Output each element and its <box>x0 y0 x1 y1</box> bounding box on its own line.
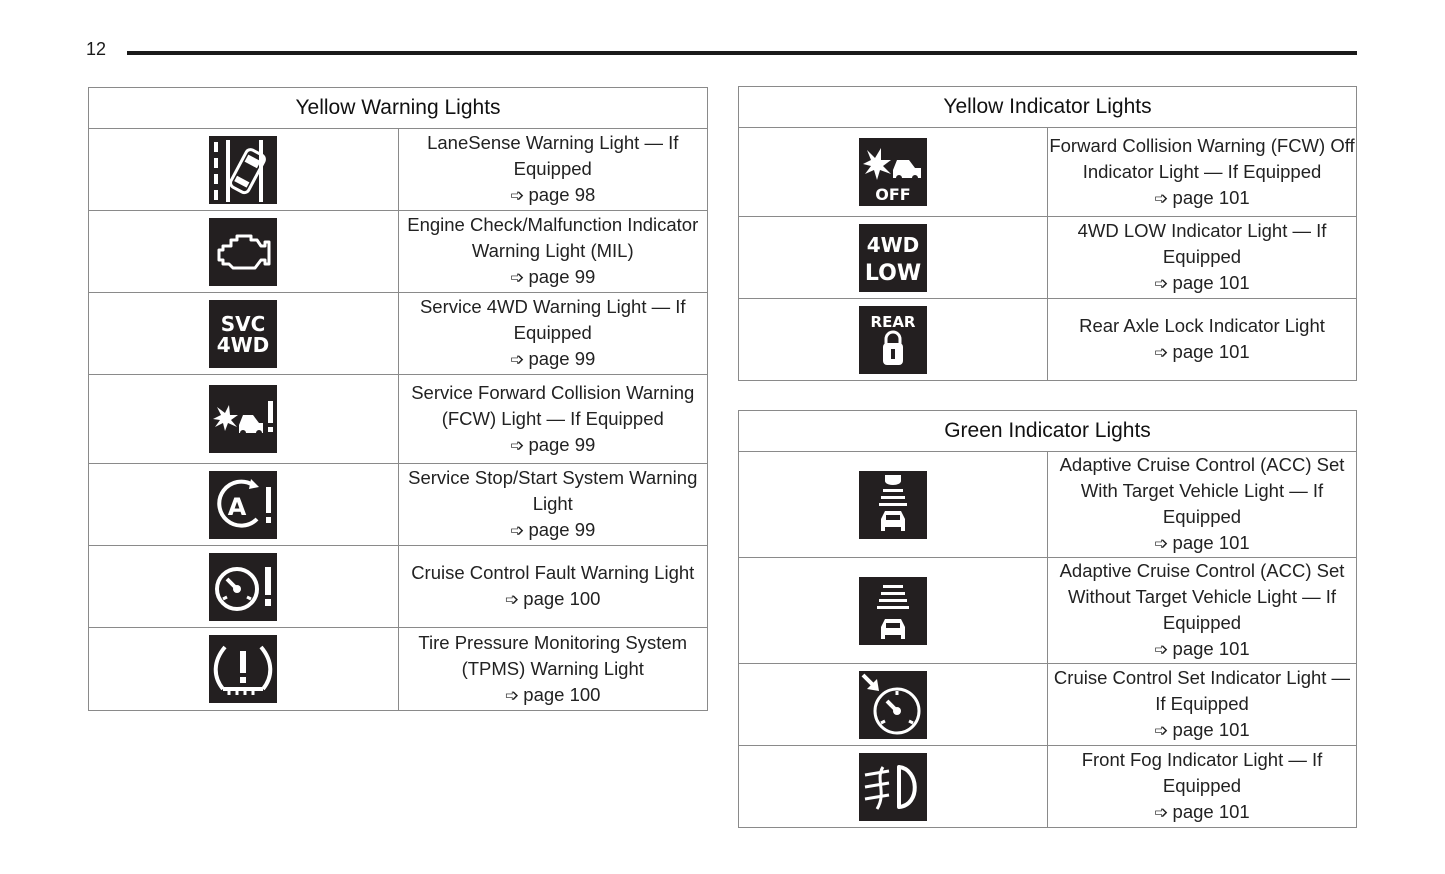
table-row <box>739 217 1357 299</box>
page-reference: page 99 <box>528 433 596 455</box>
table-row <box>89 546 708 628</box>
svc-4wd-icon <box>209 300 277 368</box>
light-description: Engine Check/Malfunction Indicator Warning Light (MIL) <box>407 214 699 261</box>
icon-label: REAR <box>870 312 916 331</box>
page-arrow-icon: ➩ <box>510 350 525 369</box>
rear-axle-lock-icon <box>859 306 927 374</box>
page-reference: page 101 <box>1172 638 1250 659</box>
table-row <box>89 628 708 711</box>
fcw-off-icon <box>859 138 927 206</box>
page-reference: page 101 <box>1172 719 1250 740</box>
light-description: Adaptive Cruise Control (ACC) Set Without Target Vehicle Light — If Equipped <box>1059 560 1345 633</box>
table-row <box>89 211 708 293</box>
page-arrow-icon: ➩ <box>505 685 520 705</box>
page-arrow-icon: ➩ <box>510 186 525 205</box>
light-description: Cruise Control Set Indicator Light — If Equipped <box>1053 667 1351 714</box>
light-description: Cruise Control Fault Warning Light <box>411 562 695 583</box>
table-row <box>89 464 708 546</box>
page-arrow-icon: ➩ <box>510 521 525 540</box>
page-reference: page 99 <box>528 519 596 540</box>
page-arrow-icon: ➩ <box>1154 640 1169 659</box>
light-description: 4WD LOW Indicator Light — If Equipped <box>1077 220 1327 267</box>
light-description: Tire Pressure Monitoring System (TPMS) Warning Light <box>418 631 688 679</box>
table-row <box>739 452 1357 558</box>
front-fog-icon <box>859 753 927 821</box>
header-rule <box>127 51 1357 55</box>
table-title: Green Indicator Lights <box>739 411 1357 452</box>
4wd-low-icon <box>859 224 927 292</box>
light-description: Forward Collision Warning (FCW) Off Indicator Light — If Equipped <box>1049 134 1355 182</box>
service-fcw-icon <box>209 385 277 453</box>
table-title: Yellow Warning Lights <box>89 88 708 129</box>
table-row <box>739 746 1357 828</box>
lanesense-icon <box>209 136 277 204</box>
table-row <box>739 664 1357 746</box>
page-reference: page 99 <box>528 348 596 369</box>
icon-label: A <box>227 492 247 521</box>
acc-no-target-icon <box>859 577 927 645</box>
page-arrow-icon: ➩ <box>510 435 525 455</box>
page-reference: page 101 <box>1172 532 1250 553</box>
table-row <box>89 129 708 211</box>
page-reference: page 98 <box>528 184 596 205</box>
icon-label: SVC <box>220 311 266 336</box>
page-arrow-icon: ➩ <box>510 268 525 287</box>
light-description: Service 4WD Warning Light — If Equipped <box>419 296 686 343</box>
page-arrow-icon: ➩ <box>1154 188 1169 208</box>
table-row <box>89 293 708 375</box>
light-description: Adaptive Cruise Control (ACC) Set With Target Vehicle Light — If Equipped <box>1059 454 1345 527</box>
yellow-warning-lights-table <box>88 87 708 711</box>
page-reference: page 101 <box>1172 272 1250 293</box>
page-reference: page 101 <box>1172 341 1250 362</box>
page-number: 12 <box>86 39 107 59</box>
table-title: Yellow Indicator Lights <box>739 87 1357 128</box>
light-description: Service Stop/Start System Warning Light <box>408 467 698 514</box>
icon-label: OFF <box>875 185 911 204</box>
acc-target-icon <box>859 471 927 539</box>
page-reference: page 101 <box>1172 186 1250 208</box>
engine-check-icon <box>209 218 277 286</box>
page-arrow-icon: ➩ <box>1154 721 1169 740</box>
tpms-icon <box>209 635 277 703</box>
table-row <box>739 558 1357 664</box>
table-row <box>739 299 1357 381</box>
page-reference: page 101 <box>1172 801 1250 822</box>
page-arrow-icon: ➩ <box>1154 803 1169 822</box>
light-description: Service Forward Collision Warning (FCW) Light — If Equipped <box>411 381 695 429</box>
green-indicator-lights-table <box>738 410 1357 828</box>
page-arrow-icon: ➩ <box>505 590 520 609</box>
icon-label: 4WD <box>216 332 270 357</box>
icon-label: 4WD <box>866 232 920 257</box>
page-reference: page 99 <box>528 266 596 287</box>
table-row <box>89 375 708 464</box>
cruise-fault-icon <box>209 553 277 621</box>
page-reference: page 100 <box>523 588 601 609</box>
light-description: Front Fog Indicator Light — If Equipped <box>1081 749 1323 796</box>
page-arrow-icon: ➩ <box>1154 274 1169 293</box>
table-row <box>739 128 1357 217</box>
page-arrow-icon: ➩ <box>1154 343 1169 362</box>
light-description: Rear Axle Lock Indicator Light <box>1079 315 1325 336</box>
stop-start-warning-icon <box>209 471 277 539</box>
cruise-set-icon <box>859 671 927 739</box>
page-arrow-icon: ➩ <box>1154 534 1169 553</box>
page-reference: page 100 <box>523 683 601 705</box>
icon-label: LOW <box>864 260 922 286</box>
light-description: LaneSense Warning Light — If Equipped <box>427 132 679 179</box>
yellow-indicator-lights-table <box>738 86 1357 381</box>
